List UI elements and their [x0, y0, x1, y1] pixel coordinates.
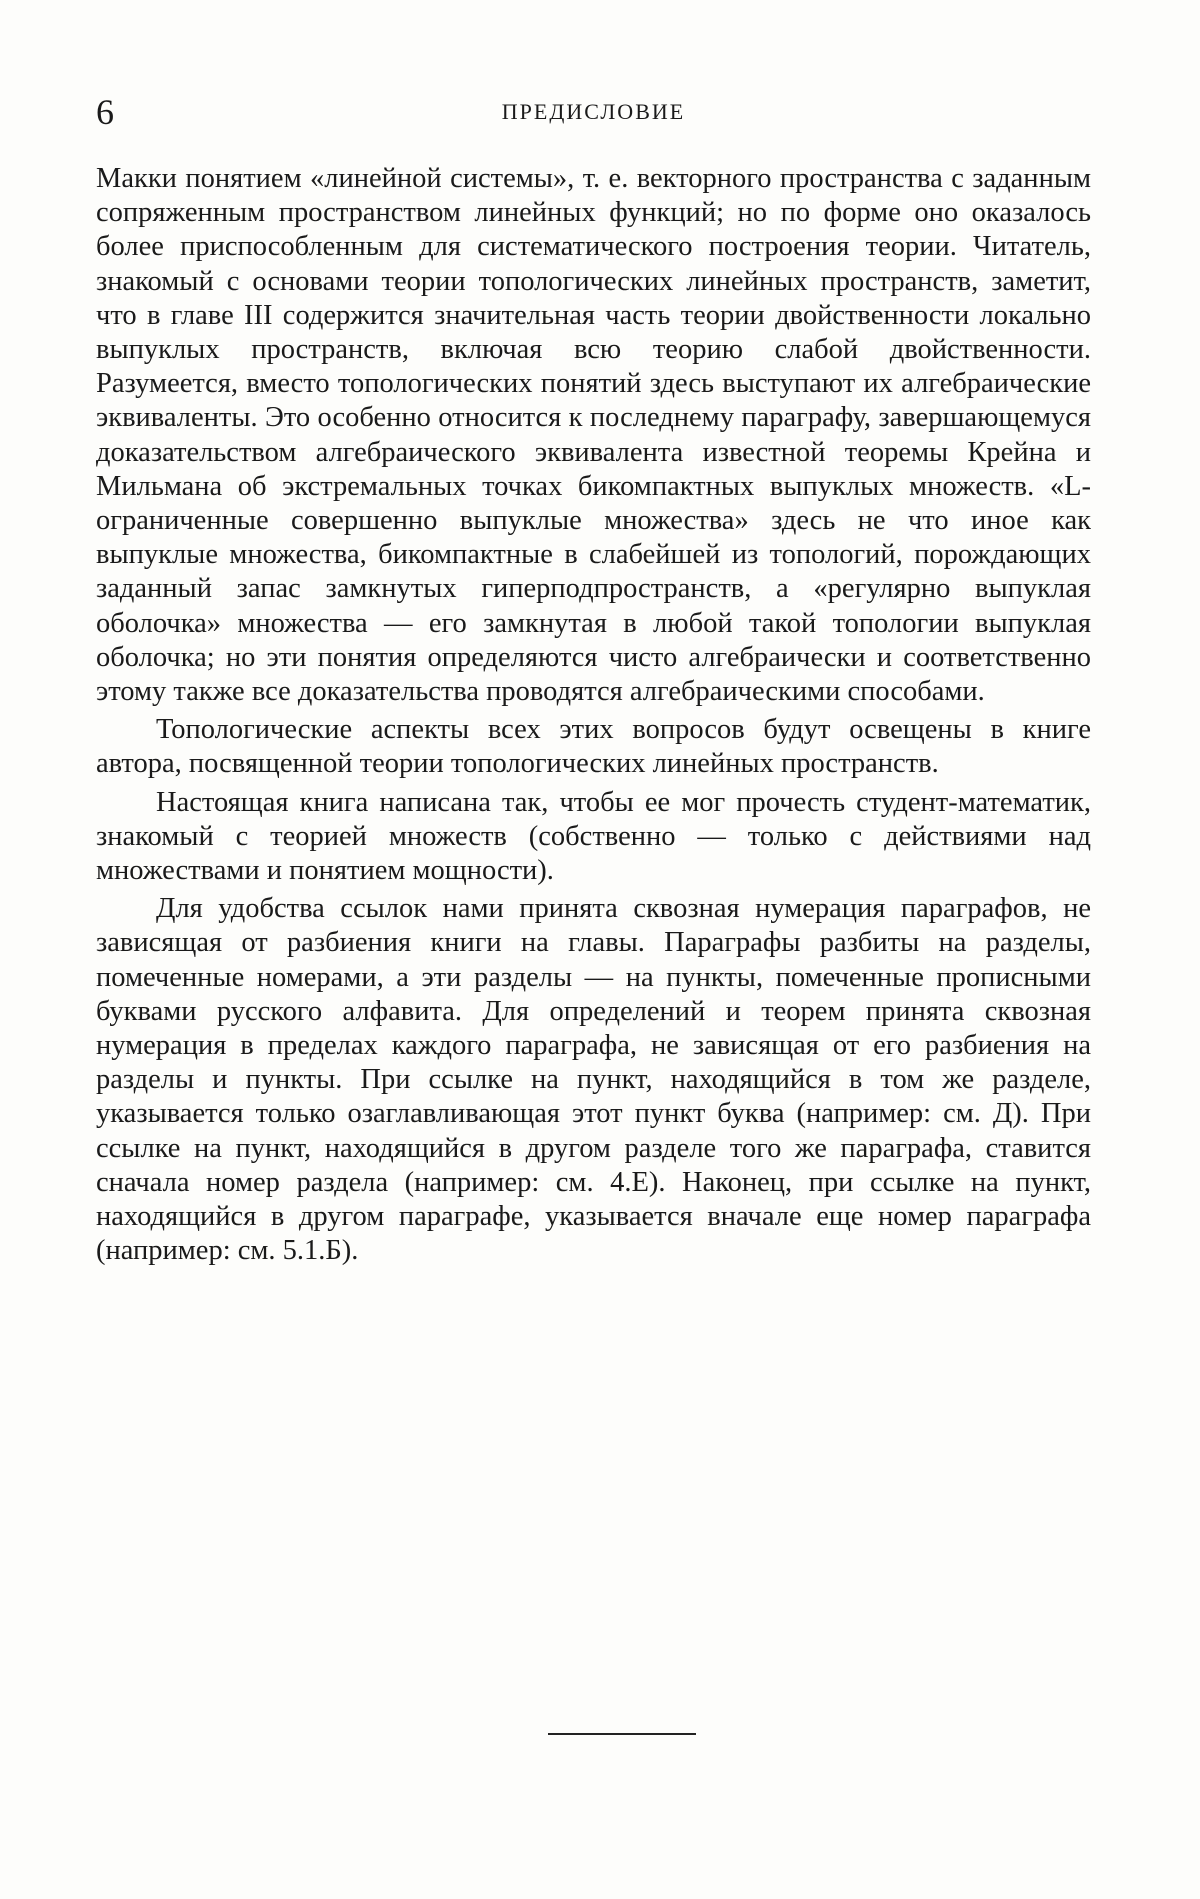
- page-number: 6: [96, 92, 114, 132]
- paragraph: Настоящая книга написана так, чтобы ее мог прочесть студент-математик, знакомый с теорией множеств (собственно — только с действиями над множествами и понятием мощности).: [96, 786, 1091, 887]
- body-text: [96, 162, 1091, 1269]
- closing-rule: [548, 1733, 696, 1735]
- paragraph: Для удобства ссылок нами принята сквозная нумерация параграфов, не зависящая от разбиения книги на главы. Параграфы разбиты на разделы, помеченные номерами, а эти разделы — на пункты, помеченные прописными буквами русского алфавита. Для определений и теорем принята сквозная нумерация в пределах каждого параграфа, не зависящая от его разбиения на разделы и пункты. При ссылке на пункт, находящийся в том же разделе, указывается только озаглавливающая этот пункт буква (например: см. Д). При ссылке на пункт, находящийся в другом разделе того же параграфа, ставится сначала номер раздела (например: см. 4.Е). Наконец, при ссылке на пункт, находящийся в другом параграфе, указывается вначале еще номер параграфа (например: см. 5.1.Б).: [96, 893, 1091, 1267]
- running-head: [96, 92, 1091, 132]
- paragraph-continuation: Макки понятием «линейной системы», т. е. векторного пространства с заданным сопряженным пространством линейных функций; но по форме оно оказалось более приспособленным для систематического построения теории. Читатель, знакомый с основами теории топологических линейных пространств, заметит, что в главе III содержится значительная часть теории двойственности локально выпуклых пространств, включая всю теорию слабой двойственности. Разумеется, вместо топологических понятий здесь выступают их алгебраические эквиваленты. Это особенно относится к последнему параграфу, завершающемуся доказательством алгебраического эквивалента известной теоремы Крейна и Мильмана об экстремальных точках бикомпактных выпуклых множеств. «L-ограниченные совершенно выпуклые множества» здесь не что иное как выпуклые множества, бикомпактные в слабейшей из топологий, порождающих заданный запас замкнутых гиперподпространств, а «регулярно выпуклая оболочка» множества — его замкнутая в любой такой топологии выпуклая оболочка; но эти понятия определяются чисто алгебраически и соответственно этому также все доказательства проводятся алгебраическими способами.: [96, 163, 1091, 708]
- running-title: ПРЕДИСЛОВИЕ: [501, 99, 686, 124]
- paragraph: Топологические аспекты всех этих вопросов будут освещены в книге автора, посвященной теории топологических линейных пространств.: [96, 714, 1091, 780]
